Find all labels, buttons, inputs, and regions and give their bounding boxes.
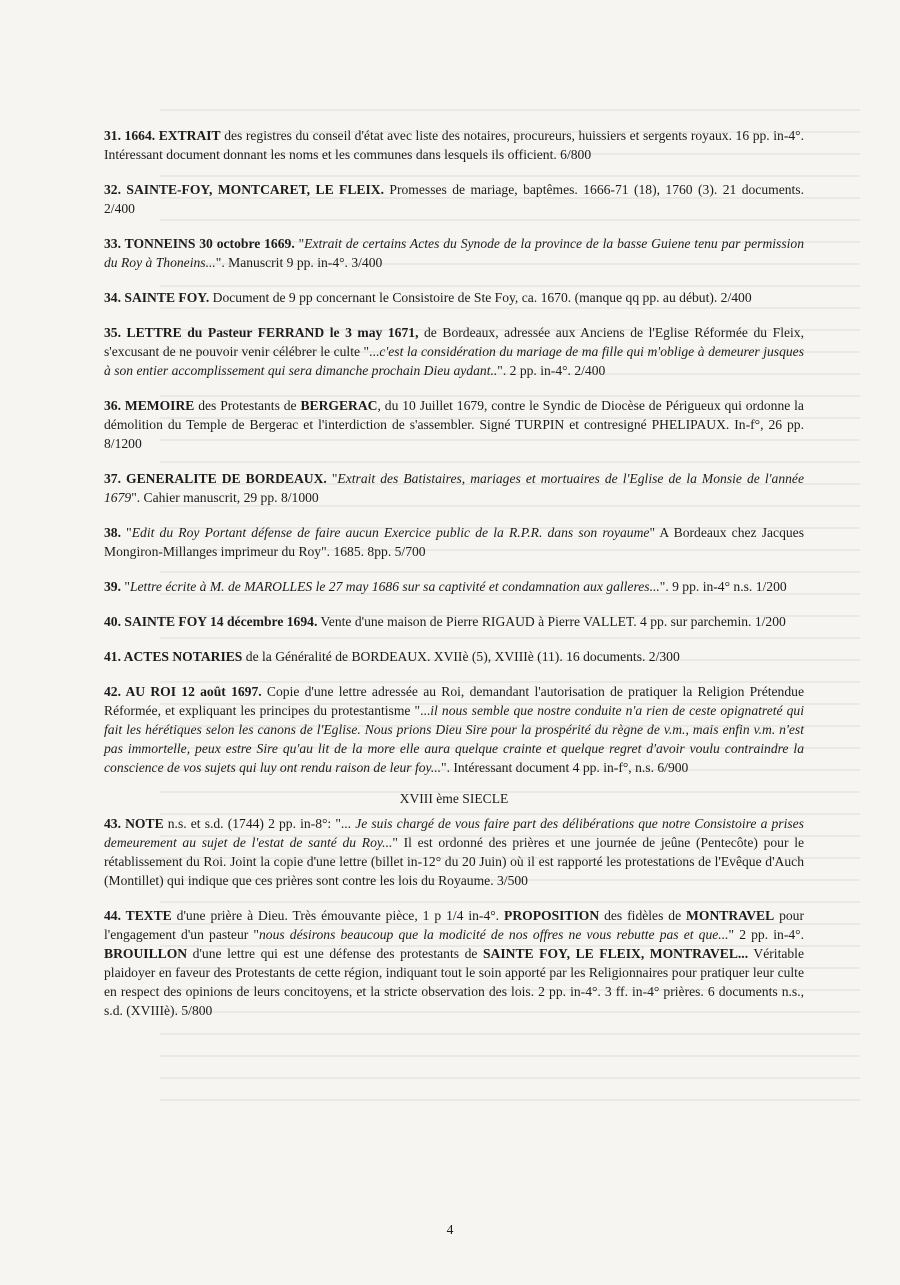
list-item: 33. TONNEINS 30 octobre 1669. "Extrait de certains Actes du Synode de la province de la basse Guiene tenu par permission du Roy à Thoneins...". Manuscrit 9 pp. in-4°. 3/400 [104,236,804,270]
list-item: 38. "Edit du Roy Portant défense de faire aucun Exercice public de la R.P.R. dans son royaume" A Bordeaux chez Jacques Mongiron-Millanges imprimeur du Roy". 1685. 8pp. 5/700 [104,525,804,559]
list-item: 32. SAINTE-FOY, MONTCARET, LE FLEIX. Promesses de mariage, baptêmes. 1666-71 (18), 1760 (3). 21 documents. 2/400 [104,182,804,216]
list-item: 41. ACTES NOTARIES de la Généralité de BORDEAUX. XVIIè (5), XVIIIè (11). 16 documents. 2/300 [104,649,680,664]
section-heading: XVIII ème SIECLE [399,791,509,806]
list-item: 44. TEXTE d'une prière à Dieu. Très émouvante pièce, 1 p 1/4 in-4°. PROPOSITION des fidèles de MONTRAVEL pour l'engagement d'un pasteur "nous désirons beaucoup que la modicité de nos offres ne vous rebutte pas et que..." 2 pp. in-4°. BROUILLON d'une lettre qui est une défense des protestants de SAINTE FOY, LE FLEIX, MONTRAVEL... Véritable plaidoyer en faveur des Protestants de cette région, indiquant tout le soin apporté par les Religionnaires pour pratiquer leur culte en respect des opinions de leurs concitoyens, et la stricte observation des lois. 2 pp. in-4°. 3 ff. in-4° prières. 6 documents n.s., s.d. (XVIIIè). 5/800 [104,908,805,1018]
list-item: 34. SAINTE FOY. Document de 9 pp concernant le Consistoire de Ste Foy, ca. 1670. (manque qq pp. au début). 2/400 [104,290,752,305]
page-number: 4 [446,1222,454,1237]
list-item: 31. 1664. EXTRAIT des registres du conseil d'état avec liste des notaires, procureurs, huissiers et sergents royaux. 16 pp. in-4°. Intéressant document donnant les noms et les communes dans lesquels ils officient. 6/800 [104,128,804,162]
catalogue-entries [104,126,804,1036]
list-item: 37. GENERALITE DE BORDEAUX. "Extrait des Batistaires, mariages et mortuaires de l'Eglise de la Monsie de l'année 1679". Cahier manuscrit, 29 pp. 8/1000 [104,471,804,505]
list-item: 42. AU ROI 12 août 1697. Copie d'une lettre adressée au Roi, demandant l'autorisation de pratiquer la Religion Prétendue Réformée, et expliquant les principes du protestantisme "...il nous semble que nostre conduite n'a rien de ceste opignatreté qui fait les hérétiques selon les canons de l'Eglise. Nous prions Dieu Sire pour la prospérité du règne de v.m., mais enfin v.m. n'est pas immortelle, peux estre Sire qu'au lit de la more elle aura quelque crainte et quelque regret d'avoir voulu contraindre la conscience de vos sujets qui luy ont rendu raison de leur foy...". Intéressant document 4 pp. in-f°, n.s. 6/900 [104,684,804,775]
list-item: 39. "Lettre écrite à M. de MAROLLES le 27 may 1686 sur sa captivité et condamnation aux galleres...". 9 pp. in-4° n.s. 1/200 [104,579,787,594]
list-item: 40. SAINTE FOY 14 décembre 1694. Vente d'une maison de Pierre RIGAUD à Pierre VALLET. 4 pp. sur parchemin. 1/200 [104,614,786,629]
list-item: 43. NOTE n.s. et s.d. (1744) 2 pp. in-8°: "... Je suis chargé de vous faire part des délibérations que notre Consistoire a prises demeurement au sujet de l'estat de santé du Roy..." Il est ordonné des prières et une journée de jeûne (Pentecôte) pour le rétablissement du Roi. Joint la copie d'une lettre (billet in-12° du 20 Juin) où il est rapporté les protestations de l'Evêque d'Auch (Montillet) qui indique que ces prières sont contre les lois du Royaume. 3/500 [104,816,805,888]
list-item: 35. LETTRE du Pasteur FERRAND le 3 may 1671, de Bordeaux, adressée aux Anciens de l'Eglise Réformée du Fleix, s'excusant de ne pouvoir venir célébrer le culte "...c'est la considération du mariage de ma fille qui m'oblige à demeurer jusques à son entier accomplissement qui sera dimanche prochain Dieu aydant..". 2 pp. in-4°. 2/400 [104,325,804,378]
list-item: 36. MEMOIRE des Protestants de BERGERAC, du 10 Juillet 1679, contre le Syndic de Diocèse de Périgueux qui ordonne la démolition du Temple de Bergerac et l'interdiction de s'assembler. Signé TURPIN et contresigné PHELIPAUX. In-f°, 26 pp. 8/1200 [104,398,804,451]
